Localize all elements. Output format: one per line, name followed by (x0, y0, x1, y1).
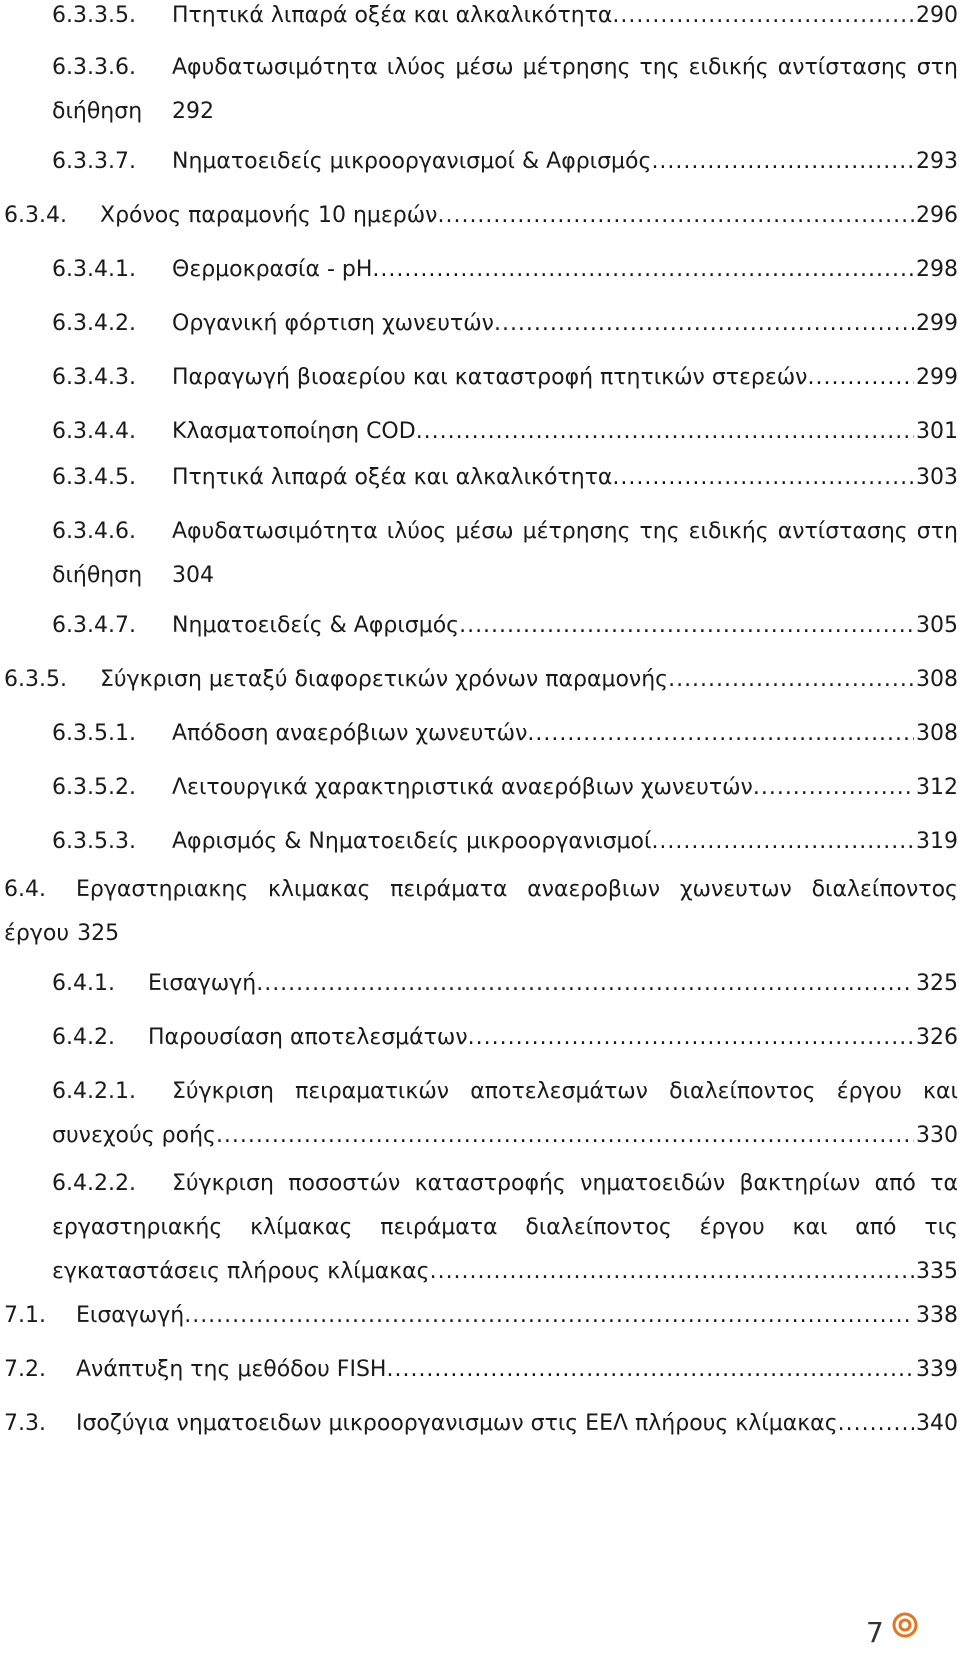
toc-entry[interactable] (0, 310, 960, 338)
toc-entry-page: 330 (916, 1123, 958, 1148)
toc-entry-page: 340 (916, 1411, 958, 1436)
toc-entry-title: Οργανική φόρτιση χωνευτών (172, 311, 494, 336)
toc-entry-continuation-text: διήθηση (52, 99, 143, 124)
toc-entry-number: 6.4.1. (52, 971, 115, 996)
toc-entry-number: 6.3.4.6. (52, 519, 136, 544)
toc-entry[interactable] (0, 876, 960, 946)
toc-entry-number: 6.3.4.3. (52, 365, 136, 390)
toc-entry[interactable] (0, 1356, 960, 1384)
toc-entry-page: 325 (916, 971, 958, 996)
toc-entry-page: 293 (916, 149, 958, 174)
toc-dot-leader (372, 256, 914, 284)
toc-entry-title: Παρουσίαση αποτελεσμάτων (148, 1025, 468, 1050)
toc-entry[interactable] (0, 418, 960, 446)
toc-entry-row (0, 720, 960, 748)
toc-entry-page: 298 (916, 257, 958, 282)
toc-entry-continuation (52, 1258, 958, 1286)
toc-entry-row (0, 464, 960, 492)
toc-entry-row (0, 364, 960, 392)
toc-entry-continuation-text: έργου (4, 921, 70, 946)
toc-dot-leader (184, 1302, 914, 1330)
toc-entry-title: Σύγκριση ποσοστών καταστροφής νηματοειδών βακτηρίων από τα (172, 1171, 958, 1196)
toc-entry-continuation-text: συνεχούς ροής (52, 1123, 216, 1148)
toc-entry-title: Αφρισμός & Νηματοειδείς μικροοργανισμοί (172, 829, 652, 854)
toc-entry-row (0, 612, 960, 640)
toc-entry[interactable] (0, 202, 960, 230)
toc-entry[interactable] (0, 464, 960, 492)
toc-entry-title: Απόδοση αναερόβιων χωνευτών (172, 721, 528, 746)
toc-entry-title: Πτητικά λιπαρά οξέα και αλκαλικότητα (172, 3, 613, 28)
toc-entry-continuation (52, 98, 958, 126)
toc-entry[interactable] (0, 1410, 960, 1438)
toc-entry-page: 325 (77, 921, 120, 946)
toc-dot-leader (838, 1410, 914, 1438)
toc-entry-number: 6.4.2.1. (52, 1079, 136, 1104)
toc-entry-number: 6.4.2. (52, 1025, 115, 1050)
toc-entry-row (0, 256, 960, 284)
toc-entry-title: Εισαγωγή (76, 1303, 185, 1328)
toc-entry[interactable] (0, 970, 960, 998)
page-number: 7 (866, 1616, 884, 1649)
toc-entry-row (0, 418, 960, 446)
toc-entry-row (0, 1356, 960, 1384)
toc-entry-row (0, 54, 960, 82)
toc-entry-page: 312 (916, 775, 958, 800)
toc-entry-number: 6.3.4.4. (52, 419, 136, 444)
toc-entry[interactable] (0, 1302, 960, 1330)
toc-dot-leader (494, 310, 914, 338)
toc-entry[interactable] (0, 148, 960, 176)
toc-entry-page: 303 (916, 465, 958, 490)
toc-entry-title: Ισοζύγια νηματοειδων μικροοργανισμων στις ΕΕΛ πλήρους κλίμακας (76, 1411, 838, 1436)
toc-entry-page: 304 (172, 563, 214, 588)
toc-entry-row (0, 148, 960, 176)
toc-entry-title: Εργαστηριακης κλιμακας πειράματα αναεροβιων χωνευτων διαλείποντος (76, 877, 958, 902)
spiral-logo-icon (892, 1612, 918, 1638)
toc-entry-title: Αφυδατωσιμότητα ιλύος μέσω μέτρησης της ειδικής αντίστασης στη (172, 55, 958, 80)
toc-dot-leader (416, 418, 914, 446)
toc-entry-row (0, 1078, 960, 1106)
toc-entry-page: 296 (916, 203, 958, 228)
toc-entry-title: Νηματοειδείς μικροοργανισμοί & Αφρισμός (172, 149, 652, 174)
toc-entry[interactable] (0, 54, 960, 124)
toc-entry-title: Θερμοκρασία - pH (172, 257, 373, 282)
toc-entry-page: 338 (916, 1303, 958, 1328)
toc-entry-page: 299 (916, 311, 958, 336)
toc-entry-page: 339 (916, 1357, 958, 1382)
toc-entry-row (0, 774, 960, 802)
toc-entry-number: 6.3.4.5. (52, 465, 136, 490)
toc-entry-title: Εισαγωγή (148, 971, 257, 996)
toc-entry-number: 6.3.3.6. (52, 55, 136, 80)
toc-entry[interactable] (0, 1170, 960, 1284)
toc-entry[interactable] (0, 720, 960, 748)
toc-entry[interactable] (0, 612, 960, 640)
toc-entry-number: 6.4.2.2. (52, 1171, 136, 1196)
toc-entry-title: Νηματοειδείς & Αφρισμός (172, 613, 460, 638)
toc-entry-page: 335 (916, 1259, 958, 1284)
toc-entry-number: 6.3.5.2. (52, 775, 136, 800)
toc-dot-leader (386, 1356, 914, 1384)
toc-entry[interactable] (0, 256, 960, 284)
toc-entry-row (0, 518, 960, 546)
toc-entry[interactable] (0, 2, 960, 30)
toc-entry-page: 326 (916, 1025, 958, 1050)
toc-entry[interactable] (0, 1078, 960, 1148)
toc-entry-page: 290 (916, 3, 958, 28)
toc-entry-number: 6.3.5.3. (52, 829, 136, 854)
toc-entry-title-line2: εργαστηριακής κλίμακας πειράματα διαλείποντος έργου και από τις (52, 1215, 958, 1240)
toc-entry-page: 299 (916, 365, 958, 390)
toc-entry-row (0, 666, 960, 694)
toc-dot-leader (612, 464, 914, 492)
toc-entry-number: 6.3.3.5. (52, 3, 136, 28)
toc-entry[interactable] (0, 666, 960, 694)
toc-entry-title: Ανάπτυξη της μεθόδου FISH (76, 1357, 387, 1382)
toc-entry-page: 308 (916, 667, 958, 692)
toc-entry-row (0, 1410, 960, 1438)
toc-dot-leader (807, 364, 914, 392)
toc-entry-page: 292 (172, 99, 214, 124)
toc-entry-row (0, 970, 960, 998)
toc-entry-continuation-text: διήθηση (52, 563, 143, 588)
toc-entry-row (0, 876, 960, 904)
toc-entry-number: 6.3.3.7. (52, 149, 136, 174)
toc-entry-page: 301 (916, 419, 958, 444)
toc-entry-number: 6.3.5. (4, 667, 67, 692)
toc-entry-title: Πτητικά λιπαρά οξέα και αλκαλικότητα (172, 465, 613, 490)
toc-entry-title: Παραγωγή βιοαερίου και καταστροφή πτητικών στερεών (172, 365, 808, 390)
toc-entry-number: 7.3. (4, 1411, 46, 1436)
toc-entry-continuation (52, 1122, 958, 1150)
toc-entry-number: 6.3.5.1. (52, 721, 136, 746)
toc-entry[interactable] (0, 774, 960, 802)
toc-entry-number: 6.3.4.1. (52, 257, 136, 282)
toc-entry-row (0, 1302, 960, 1330)
toc-entry[interactable] (0, 828, 960, 856)
toc-entry-number: 7.1. (4, 1303, 46, 1328)
toc-entry-title: Λειτουργικά χαρακτηριστικά αναερόβιων χωνευτών (172, 775, 753, 800)
toc-dot-leader (527, 720, 914, 748)
toc-dot-leader (459, 612, 914, 640)
toc-entry-row (0, 310, 960, 338)
toc-entry-title: Χρόνος παραμονής 10 ημερών (100, 203, 438, 228)
toc-entry[interactable] (0, 518, 960, 588)
toc-entry-title: Κλασματοποίηση COD (172, 419, 416, 444)
toc-entry-row (0, 1170, 960, 1198)
toc-dot-leader (651, 148, 914, 176)
toc-dot-leader (437, 202, 914, 230)
toc-entry-continuation-text: εγκαταστάσεις πλήρους κλίμακας (52, 1259, 430, 1284)
toc-entry-number: 6.3.4.2. (52, 311, 136, 336)
toc-entry-number: 6.3.4.7. (52, 613, 136, 638)
toc-entry-page: 308 (916, 721, 958, 746)
toc-dot-leader (468, 1024, 914, 1052)
toc-entry-title: Σύγκριση πειραματικών αποτελεσμάτων διαλείποντος έργου και (172, 1079, 958, 1104)
toc-entry-continuation (52, 562, 958, 590)
toc-entry-title: Σύγκριση μεταξύ διαφορετικών χρόνων παραμονής (100, 667, 669, 692)
toc-entry[interactable] (0, 1024, 960, 1052)
toc-entry-number: 6.3.4. (4, 203, 67, 228)
toc-entry-continuation (4, 920, 958, 948)
toc-dot-leader (256, 970, 914, 998)
toc-entry[interactable] (0, 364, 960, 392)
toc-dot-leader (430, 1258, 914, 1286)
toc-entry-row (0, 1024, 960, 1052)
toc-dot-leader (668, 666, 914, 694)
toc-entry-page: 305 (916, 613, 958, 638)
toc-dot-leader (753, 774, 914, 802)
toc-entry-row (0, 828, 960, 856)
toc-entry-row (0, 202, 960, 230)
toc-dot-leader (216, 1122, 914, 1150)
toc-dot-leader (612, 2, 914, 30)
toc-entry-row (0, 2, 960, 30)
toc-entry-title: Αφυδατωσιμότητα ιλύος μέσω μέτρησης της ειδικής αντίστασης στη (172, 519, 958, 544)
toc-entry-number: 6.4. (4, 877, 46, 902)
toc-entry-number: 7.2. (4, 1357, 46, 1382)
toc-entry-page: 319 (916, 829, 958, 854)
toc-dot-leader (651, 828, 914, 856)
